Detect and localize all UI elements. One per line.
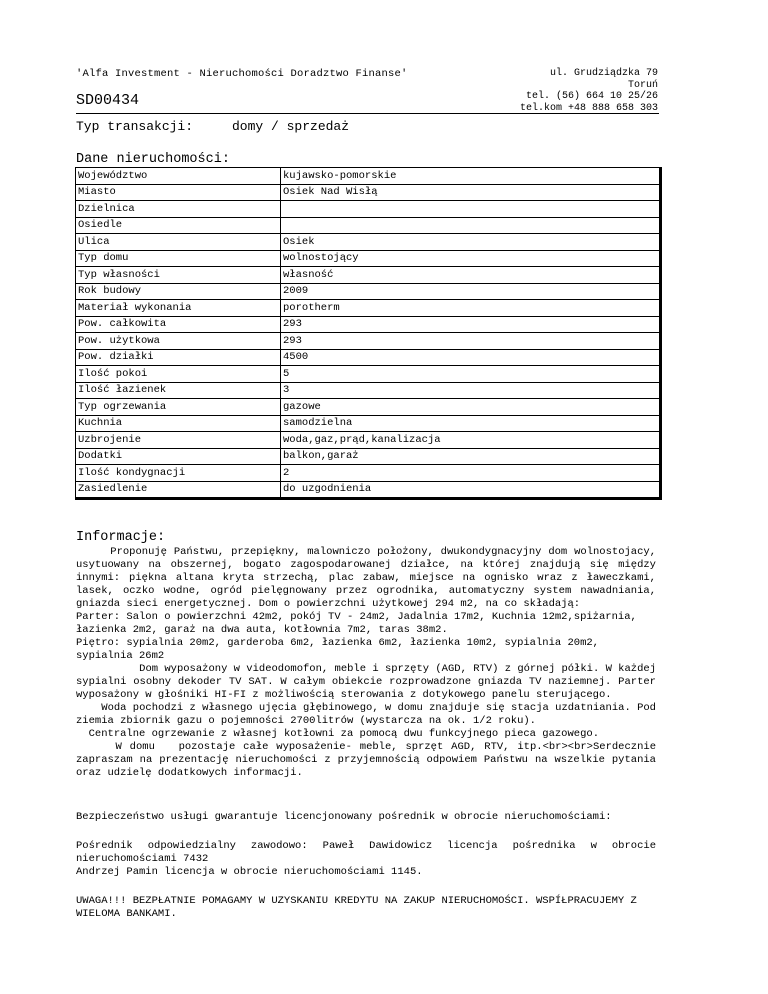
address-street: ul. Grudziądzka 79 xyxy=(549,68,658,79)
company-name: 'Alfa Investment - Nieruchomości Doradztwo Finanse' xyxy=(76,68,408,80)
agent-line: Pośrednik odpowiedzialny zawodowo: Paweł Dawidowicz licencja pośrednika w obrocie xyxy=(76,840,656,852)
property-row xyxy=(76,366,661,383)
company-address xyxy=(520,68,658,114)
description-paragraph: Centralne ogrzewanie z własnej kotłowni za pomocą dwu funkcyjnego pieca gazowego. xyxy=(76,728,599,740)
property-label: Ilość pokoi xyxy=(76,366,281,383)
header-divider xyxy=(76,113,659,114)
property-row xyxy=(76,217,661,234)
property-label: Województwo xyxy=(76,168,281,185)
property-row xyxy=(76,481,661,499)
description-paragraph: W domu pozostaje całe wyposażenie- meble, sprzęt AGD, RTV, itp.<br><br>Serdecznie zapraszam na prezentację nieruchomości z przyjemnością odpowiem Państwu na wszelkie pytania oraz udzielę dodatkowych informacji. xyxy=(76,741,663,779)
property-value: 293 xyxy=(281,316,661,333)
property-label: Dzielnica xyxy=(76,201,281,218)
transaction-value: domy / sprzedaż xyxy=(232,119,350,134)
agent-line: Andrzej Pamin licencja w obrocie nieruchomościami 1145. xyxy=(76,866,423,878)
property-value: kujawsko-pomorskie xyxy=(281,168,661,185)
property-row xyxy=(76,283,661,300)
property-label: Miasto xyxy=(76,184,281,201)
property-row xyxy=(76,300,661,317)
property-label: Pow. użytkowa xyxy=(76,333,281,350)
property-label: Rok budowy xyxy=(76,283,281,300)
property-label: Pow. całkowita xyxy=(76,316,281,333)
address-mobile: tel.kom +48 888 658 303 xyxy=(519,102,658,114)
property-row xyxy=(76,234,661,251)
property-value: Osiek xyxy=(281,234,661,251)
property-row xyxy=(76,432,661,449)
property-row xyxy=(76,382,661,399)
property-label: Ulica xyxy=(76,234,281,251)
property-label: Dodatki xyxy=(76,448,281,465)
property-row xyxy=(76,465,661,482)
description-paragraph: Dom wyposażony w videodomofon, meble i sprzęty (AGD, RTV) z górnej półki. W każdej sypialni osobny dekoder TV SAT. W całym obiekcie rozprowadzone gniazda TV naziemnej. Parter wyposażony w głośniki HI-FI z możliwością sterowania z dotykowego panelu sterującego. xyxy=(76,663,663,701)
property-section-title: Dane nieruchomości: xyxy=(76,152,230,167)
property-value: 5 xyxy=(281,366,661,383)
description-paragraph: Proponuję Państwu, przepiękny, malowniczo położony, dwukondygnacyjny dom wolnostojacy, usytuowany na obszernej, bogato zagospodarowanej działce, na której znajdują się między innymi: piękna altana kryta strzechą, plac zabaw, miejsce na ognisko wraz z ławeczkami, lasek, oczko wodne, ogród pielęgnowany przez ogrodnika, automatyczny system nawadniania, gniazda sieci energetycznej. Dom o powierzchni użytkowej 294 m2, na co składają: xyxy=(76,546,663,610)
property-table xyxy=(75,167,662,500)
property-row xyxy=(76,250,661,267)
property-row xyxy=(76,333,661,350)
property-value: balkon,garaż xyxy=(281,448,661,465)
property-label: Uzbrojenie xyxy=(76,432,281,449)
property-value: wolnostojący xyxy=(281,250,661,267)
description-paragraph: Parter: Salon o powierzchni 42m2, pokój TV - 24m2, Jadalnia 17m2, Kuchnia 12m2,spiżarnia, łazienka 2m2, garaż na dwa auta, kotłownia 7m2, taras 38m2. xyxy=(76,611,637,636)
property-label: Ilość łazienek xyxy=(76,382,281,399)
property-value: samodzielna xyxy=(281,415,661,432)
property-value xyxy=(281,201,661,218)
property-value: 293 xyxy=(281,333,661,350)
property-row xyxy=(76,168,661,185)
property-row xyxy=(76,349,661,366)
property-row xyxy=(76,399,661,416)
property-value: Osiek Nad Wisłą xyxy=(281,184,661,201)
property-value: porotherm xyxy=(281,300,661,317)
property-value: 4500 xyxy=(281,349,661,366)
description-paragraph: Woda pochodzi z własnego ujęcia głębinowego, w domu znajduje się stacja uzdatniania. Pod ziemia zbiornik gazu o pojemności 2700litrów (wystarcza na ok. 1/2 roku). xyxy=(76,702,663,727)
agent-info xyxy=(76,840,656,879)
property-value xyxy=(281,217,661,234)
address-phone: tel. (56) 664 10 25/26 xyxy=(525,91,658,102)
address-city: Toruń xyxy=(627,79,658,91)
property-value: własność xyxy=(281,267,661,284)
property-label: Typ domu xyxy=(76,250,281,267)
property-label: Materiał wykonania xyxy=(76,300,281,317)
property-label: Kuchnia xyxy=(76,415,281,432)
property-value: woda,gaz,prąd,kanalizacja xyxy=(281,432,661,449)
property-value: gazowe xyxy=(281,399,661,416)
offer-id: SD00434 xyxy=(76,92,140,109)
property-label: Zasiedlenie xyxy=(76,481,281,499)
info-section-title: Informacje: xyxy=(76,530,166,545)
property-value: 2 xyxy=(281,465,661,482)
agent-line: nieruchomościami 7432 xyxy=(76,853,209,865)
property-row xyxy=(76,448,661,465)
property-row xyxy=(76,184,661,201)
property-row xyxy=(76,201,661,218)
transaction-label: Typ transakcji: xyxy=(76,119,194,134)
property-label: Ilość kondygnacji xyxy=(76,465,281,482)
property-label: Typ własności xyxy=(76,267,281,284)
property-label: Pow. działki xyxy=(76,349,281,366)
credit-notice: UWAGA!!! BEZPŁATNIE POMAGAMY W UZYSKANIU KREDYTU NA ZAKUP NIERUCHOMOŚCI. WSPÍŁPRACUJEMY Z WIELOMA BANKAMI. xyxy=(76,895,637,920)
property-row xyxy=(76,316,661,333)
property-label: Osiedle xyxy=(76,217,281,234)
description xyxy=(76,546,663,780)
property-value: 3 xyxy=(281,382,661,399)
description-paragraph: Piętro: sypialnia 20m2, garderoba 6m2, łazienka 6m2, łazienka 10m2, sypialnia 20m2, sypialnia 26m2 xyxy=(76,637,599,662)
property-row xyxy=(76,415,661,432)
property-label: Typ ogrzewania xyxy=(76,399,281,416)
property-value: do uzgodnienia xyxy=(281,481,661,499)
property-value: 2009 xyxy=(281,283,661,300)
safety-statement: Bezpieczeństwo usługi gwarantuje licencjonowany pośrednik w obrocie nieruchomościami: xyxy=(76,811,612,823)
property-row xyxy=(76,267,661,284)
